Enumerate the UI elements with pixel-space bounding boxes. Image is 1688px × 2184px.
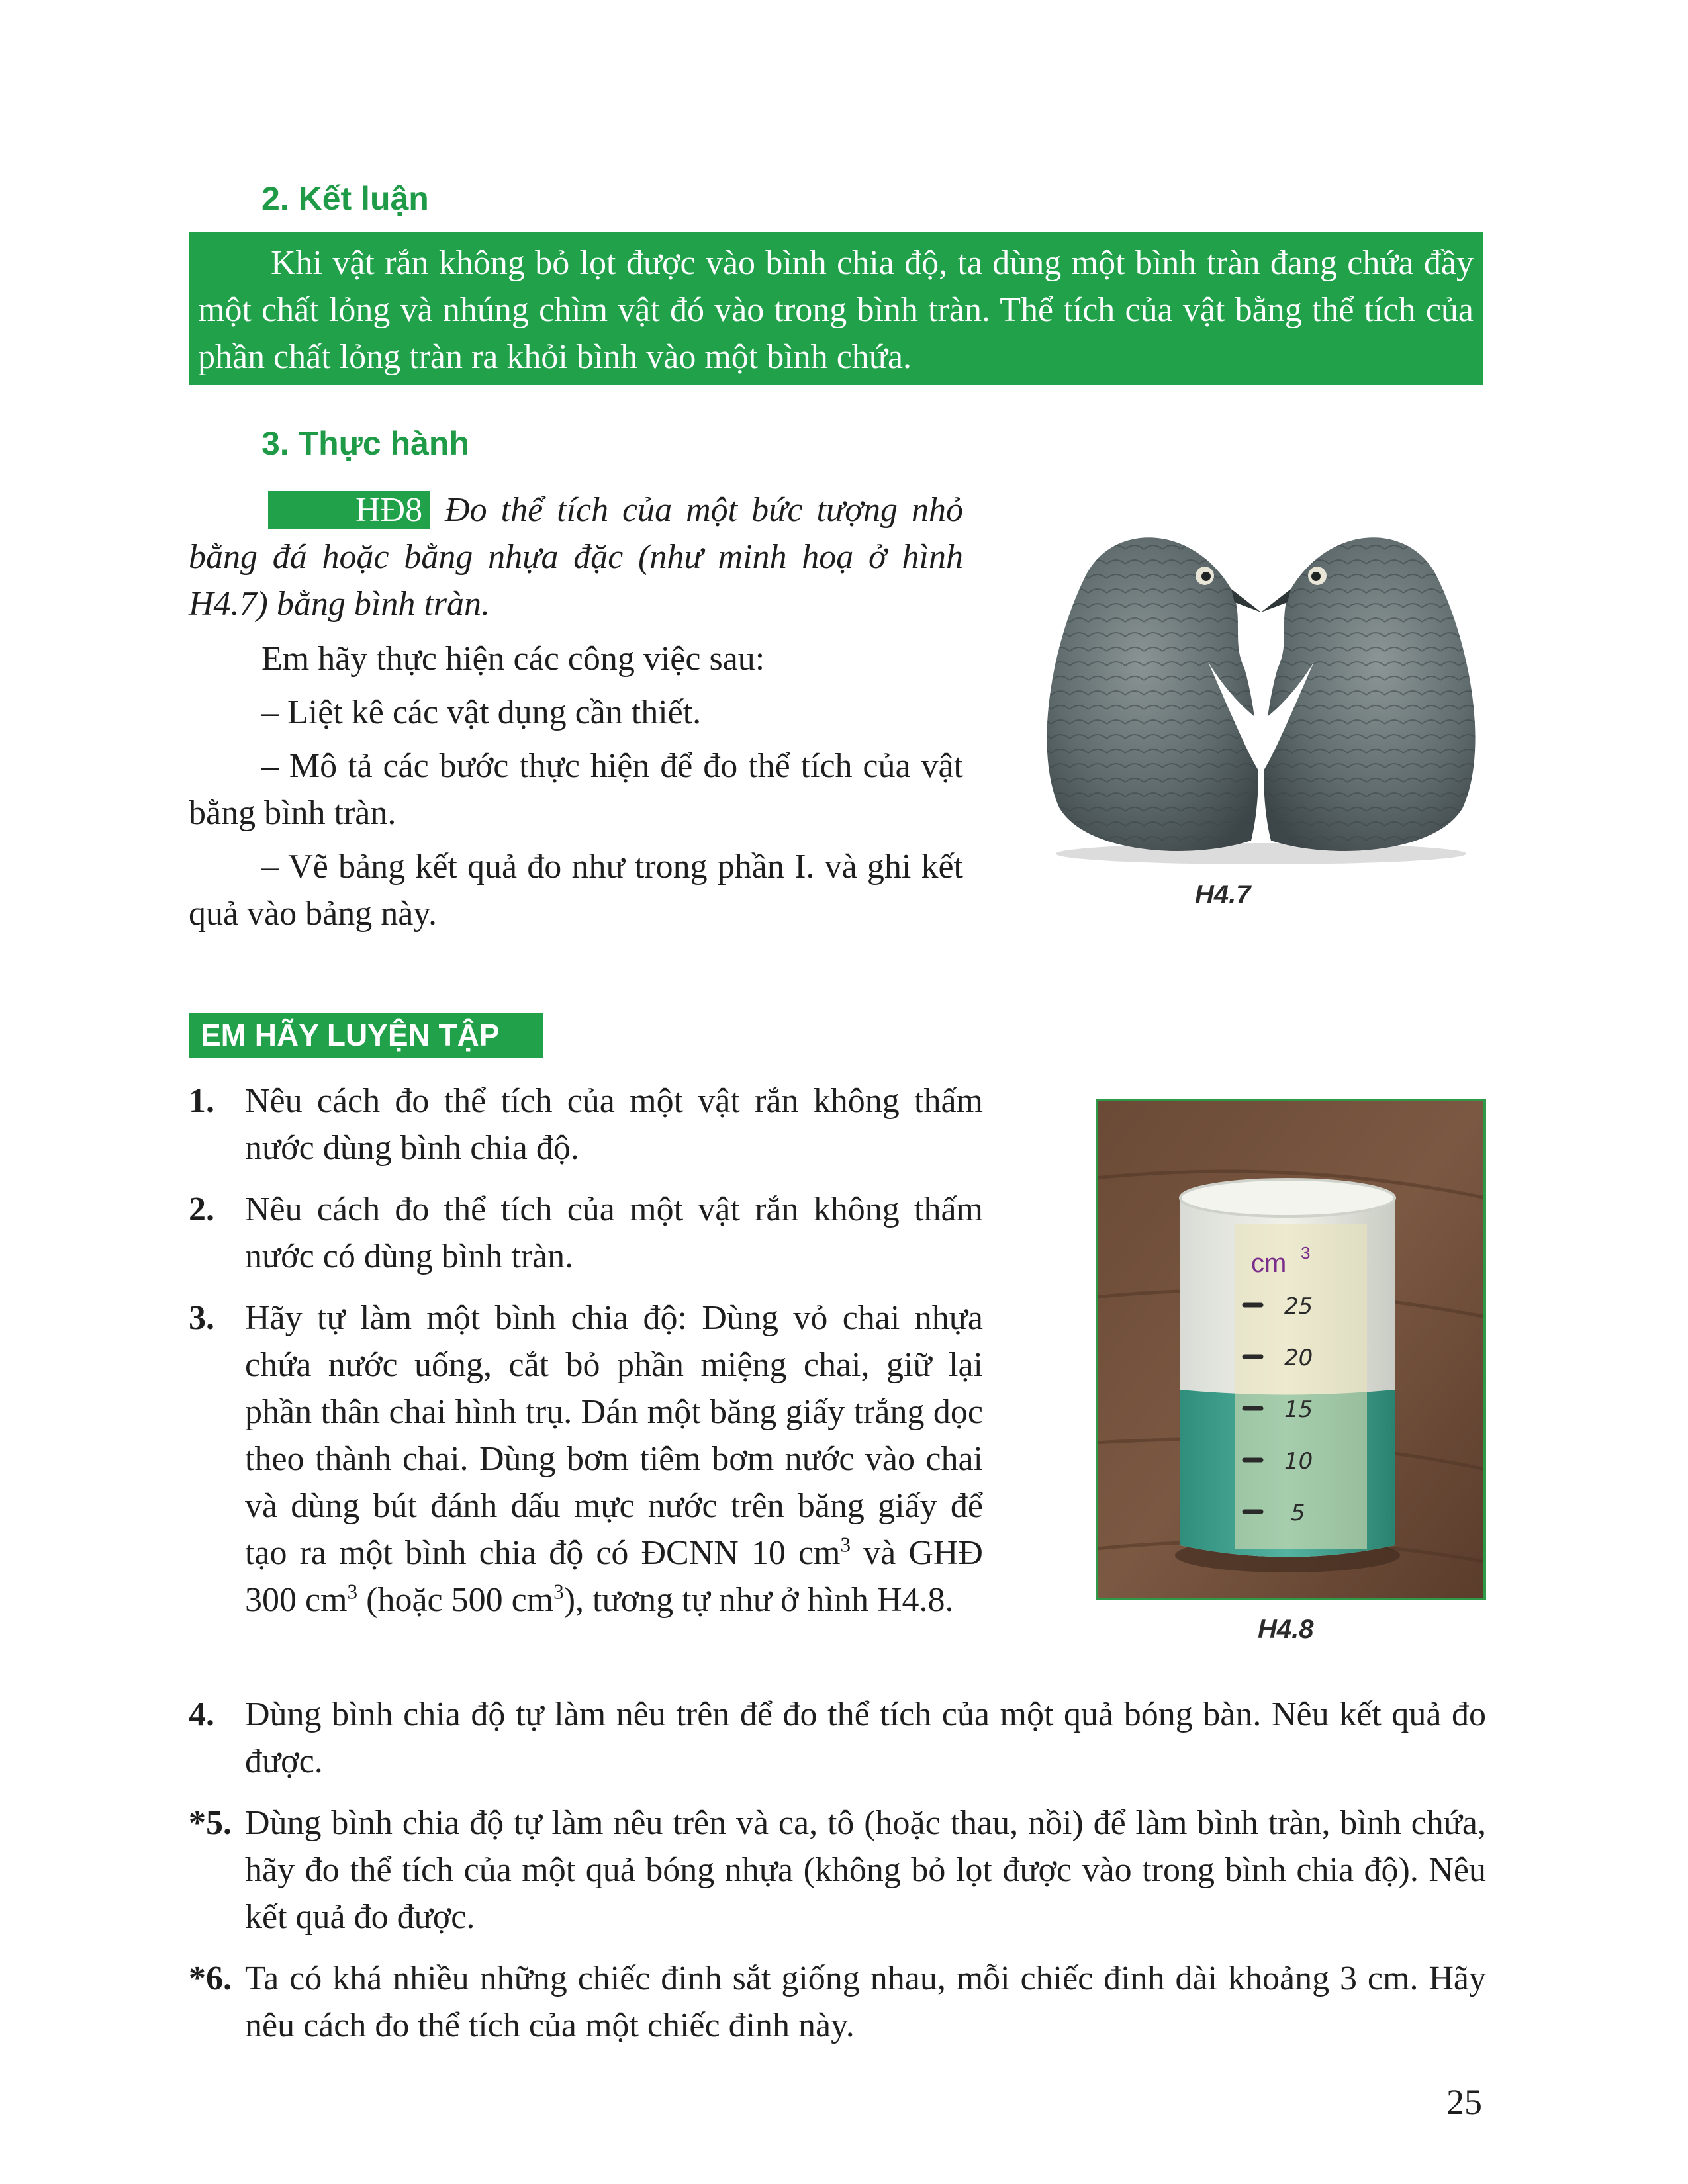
conclusion-text: Khi vật rắn không bỏ lọt được vào bình chia độ, ta dùng một bình tràn đang chứa đầy một chất lỏng và nhúng chìm vật đó vào trong bình tràn. Thể tích của vật bằng thể tích của phần chất lỏng tràn ra khỏi bình vào một bình chứa. [198,244,1474,376]
exercise-1-number: 1. [189,1082,214,1120]
figure-h48-caption: H4.8 [1258,1615,1314,1644]
activity-text: Đo thể tích của một bức tượng nhỏ bằng đá hoặc bằng nhựa đặc (như minh hoạ ở hình H4.7) bằng bình tràn. [189,491,963,623]
tasks-intro: Em hãy thực hiện các công việc sau: [261,640,765,678]
exercise-4 [189,1691,1486,1785]
cylinder-unit-label: cm [1251,1249,1287,1278]
exercise-1-text: Nêu cách đo thể tích của một vật rắn không thấm nước dùng bình chia độ. [245,1082,983,1167]
exercise-3-sup-1: 3 [840,1533,851,1557]
activity-paragraph [189,486,963,627]
exercise-4-text: Dùng bình chia độ tự làm nêu trên để đo thể tích của một quả bóng bàn. Nêu kết quả đo được. [245,1696,1486,1780]
exercise-2 [189,1186,983,1280]
scale-mark-5: 5 [1291,1500,1305,1526]
exercise-6 [189,1955,1486,2049]
scale-mark-20: 20 [1284,1345,1313,1371]
exercise-list-top [189,1077,983,1623]
conclusion-box [189,232,1483,385]
conclusion-heading: 2. Kết luận [261,180,429,217]
exercise-2-text: Nêu cách đo thể tích của một vật rắn không thấm nước có dùng bình tràn. [245,1191,983,1275]
exercise-6-number: *6. [189,1960,232,1997]
practice-text-block [189,486,963,937]
page-number: 25 [1446,2082,1482,2122]
figure-h47-caption: H4.7 [1195,880,1251,909]
exercise-3-number: 3. [189,1299,214,1337]
task-1: – Liệt kê các vật dụng cần thiết. [261,694,702,731]
exercise-3-text [245,1295,983,1623]
scale-mark-15: 15 [1284,1396,1313,1423]
exercise-3-text-a: Hãy tự làm một bình chia độ: Dùng vỏ chai nhựa chứa nước uống, cắt bỏ phần miệng chai, giữ lại phần thân chai hình trụ. Dán một băng giấy trắng dọc theo thành chai. Dùng bơm tiêm bơm nước vào chai và dùng bút đánh dấu mực nước trên băng giấy để tạo ra một bình chia độ có ĐCNN 10 cm [245,1299,983,1572]
exercise-list-bottom [189,1691,1486,2049]
exercise-3 [189,1295,983,1623]
exercise-5-number: *5. [189,1804,232,1842]
exercise-1 [189,1077,983,1171]
task-2: – Mô tả các bước thực hiện để đo thể tích của vật bằng bình tràn. [189,747,963,832]
exercise-3-sup-3: 3 [553,1580,564,1604]
cylinder-unit-power: 3 [1301,1243,1311,1263]
scale-mark-10: 10 [1284,1448,1313,1475]
exercise-3-text-c: (hoặc 500 cm [357,1581,554,1619]
practice-heading: 3. Thực hành [261,425,470,462]
exercise-5-text: Dùng bình chia độ tự làm nêu trên và ca, tô (hoặc thau, nồi) để làm bình tràn, bình chứa, hãy đo thể tích của một quả bóng nhựa (không bỏ lọt được vào trong bình chia độ). Nêu kết quả đo được. [245,1804,1486,1936]
exercise-3-sup-2: 3 [347,1580,358,1604]
exercise-3-text-d: ), tương tự như ở hình H4.8. [563,1581,954,1619]
task-3: – Vẽ bảng kết quả đo như trong phần I. và ghi kết quả vào bảng này. [189,848,963,933]
activity-tag: HĐ8 [268,491,430,529]
scale-mark-25: 25 [1284,1293,1313,1320]
exercise-4-number: 4. [189,1696,214,1733]
exercise-5 [189,1799,1486,1940]
exercise-6-text: Ta có khá nhiều những chiếc đinh sắt giống nhau, mỗi chiếc đinh dài khoảng 3 cm. Hãy nêu cách đo thể tích của một chiếc đinh này. [245,1960,1486,2044]
bird-statue-image [1033,496,1489,867]
exercise-3-text-b: và GHĐ 300 cm [245,1534,983,1619]
exercises-heading: EM HÃY LUYỆN TẬP [189,1013,543,1058]
exercise-2-number: 2. [189,1191,214,1228]
measuring-cylinder-image [1096,1099,1486,1600]
